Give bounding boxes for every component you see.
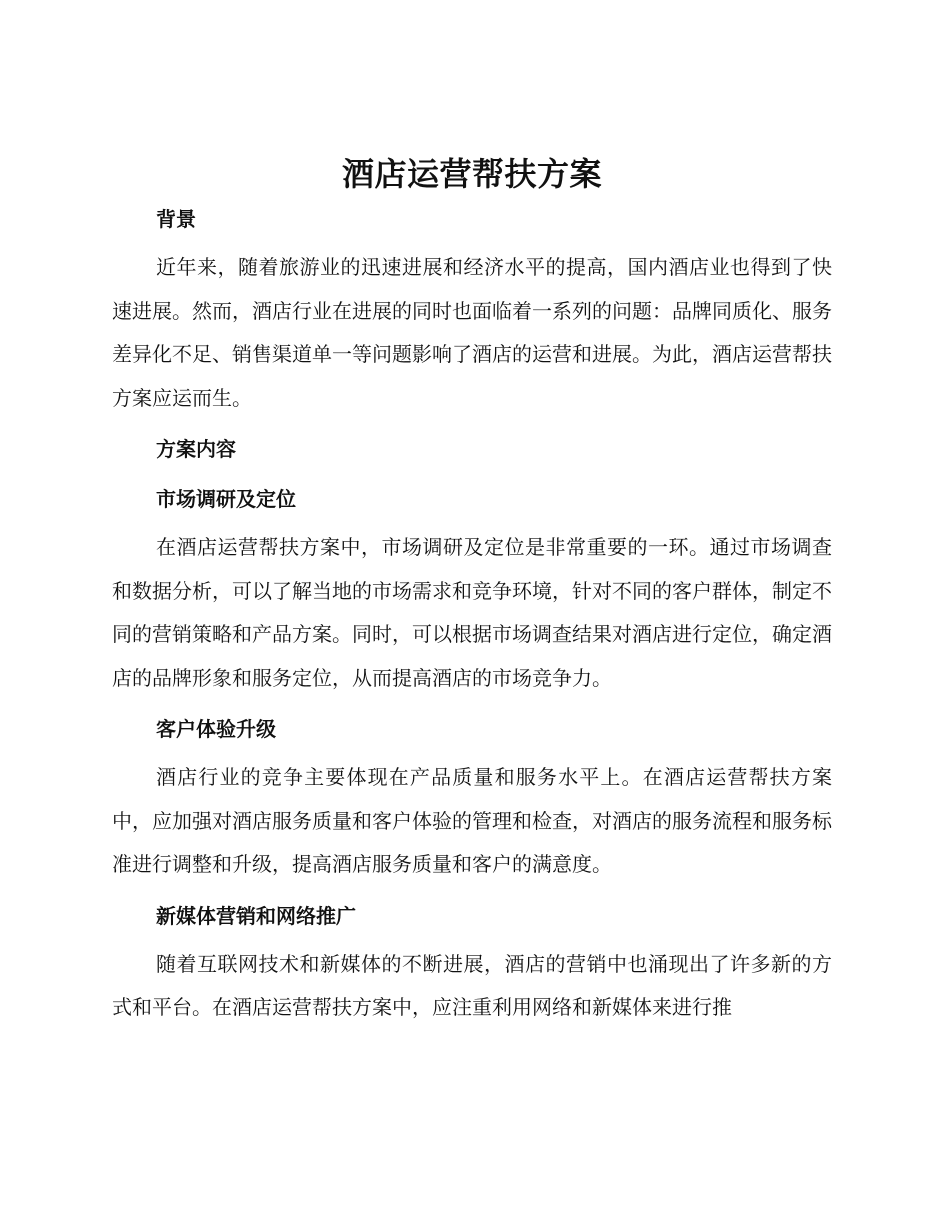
spacer xyxy=(112,464,832,478)
section-heading-new-media: 新媒体营销和网络推广 xyxy=(156,903,356,928)
paragraph-customer-experience: 酒店行业的竞争主要体现在产品质量和服务水平上。在酒店运营帮扶方案中，应加强对酒店服务质量和客户体验的管理和检查，对酒店的服务流程和服务标准进行调整和升级，提高酒店服务质量和客户的满意度。 xyxy=(112,765,832,876)
section-heading-plan-content: 方案内容 xyxy=(156,437,236,461)
section-heading-customer-experience: 客户体验升级 xyxy=(156,717,276,741)
document-body xyxy=(112,150,832,1044)
paragraph-market-research: 在酒店运营帮扶方案中，市场调研及定位是非常重要的一环。通过市场调查和数据分析，可以了解当地的市场需求和竞争环境，针对不同的客户群体，制定不同的营销策略和产品方案。同时，可以根据市场调查结果对酒店进行定位，确定酒店的品牌形象和服务定位，从而提高酒店的市场竞争力。 xyxy=(112,535,832,690)
section-heading-market-research: 市场调研及定位 xyxy=(156,487,296,511)
section-heading-background: 背景 xyxy=(156,207,196,231)
document-title: 酒店运营帮扶方案 xyxy=(341,155,602,193)
paragraph-background: 近年来，随着旅游业的迅速进展和经济水平的提高，国内酒店业也得到了快速进展。然而，酒店行业在进展的同时也面临着一系列的问题：品牌同质化、服务差异化不足、销售渠道单一等问题影响了酒店的运营和进展。为此，酒店运营帮扶方案应运而生。 xyxy=(112,255,832,410)
paragraph-new-media: 随着互联网技术和新媒体的不断进展，酒店的营销中也涌现出了许多新的方式和平台。在酒店运营帮扶方案中，应注重利用网络和新媒体来进行推 xyxy=(112,951,832,1019)
